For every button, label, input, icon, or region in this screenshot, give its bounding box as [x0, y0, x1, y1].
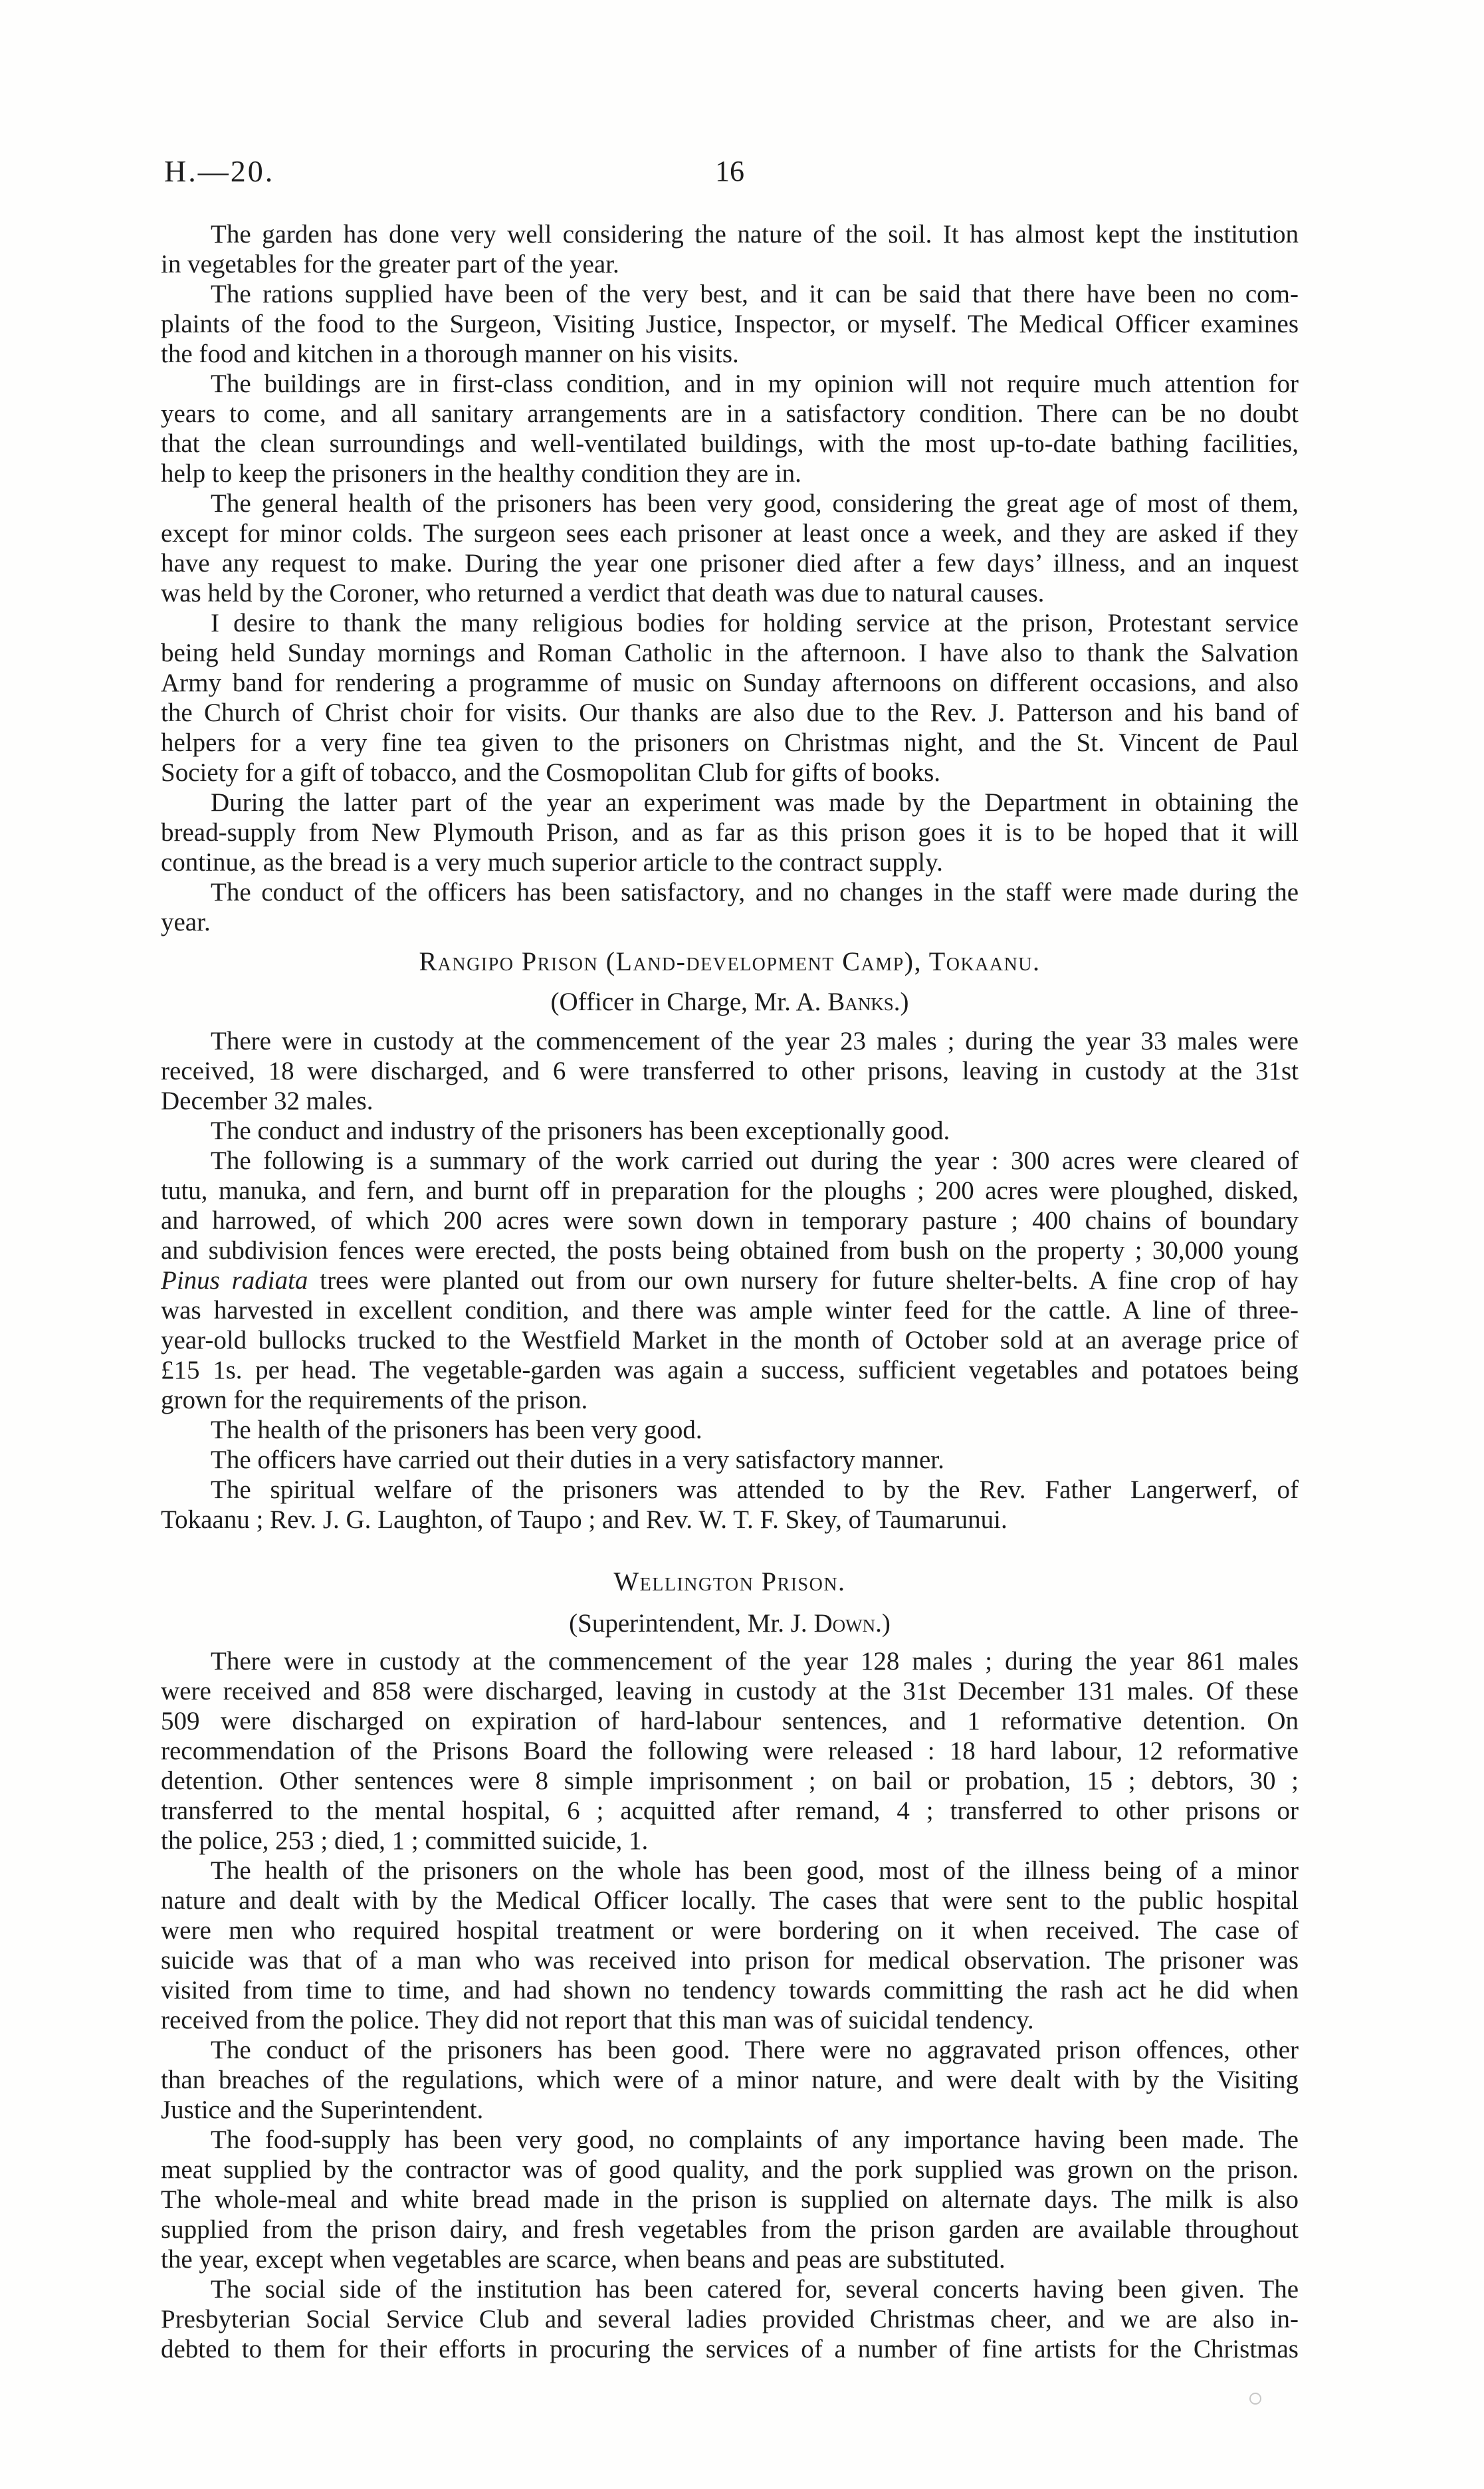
text-line: The garden has done very well considering the nature of the soil. It has almost kept the institution: [211, 220, 1299, 249]
text-line: The conduct of the prisoners has been good. There were no aggravated prison offences, other: [211, 2036, 1299, 2064]
officer-name: Banks: [827, 988, 894, 1016]
paragraph: [161, 2274, 1299, 2364]
text-line: visited from time to time, and had shown no tendency towards committing the rash act he did when: [161, 1976, 1299, 2004]
paragraph: [161, 788, 1299, 877]
text-line: £15 1s. per head. The vegetable-garden was again a success, sufficient vegetables and potatoes being: [161, 1356, 1299, 1384]
paragraph: [161, 1116, 1299, 1146]
text-line: grown for the requirements of the prison.: [161, 1386, 588, 1414]
officer-subheading: [161, 987, 1299, 1017]
text-line: year.: [161, 908, 211, 936]
text-line: being held Sunday mornings and Roman Catholic in the afternoon. I have also to thank the Salvation: [161, 639, 1299, 667]
paragraph: [161, 1415, 1299, 1445]
text-line: The rations supplied have been of the very best, and it can be said that there have been no com-: [211, 280, 1299, 308]
text-line: The officers have carried out their duties in a very satisfactory manner.: [211, 1446, 944, 1474]
text-line: years to come, and all sanitary arrangements are in a satisfactory condition. There can be no doubt: [161, 399, 1299, 428]
text-line: [161, 1265, 1299, 1295]
text-line: recommendation of the Prisons Board the following were released : 18 hard labour, 12 reformative: [161, 1737, 1299, 1765]
section-heading: Wellington Prison.: [613, 1567, 846, 1596]
text-line: received, 18 were discharged, and 6 were transferred to other prisons, leaving in custody at the 31st: [161, 1057, 1299, 1085]
text-line: Presbyterian Social Service Club and several ladies provided Christmas cheer, and we are also in-: [161, 2305, 1299, 2333]
text-line: the Church of Christ choir for visits. Our thanks are also due to the Rev. J. Patterson and his band of: [161, 699, 1299, 727]
scan-artifact-mark: [1249, 2393, 1261, 2405]
text-line: The health of the prisoners on the whole has been good, most of the illness being of a minor: [211, 1856, 1299, 1885]
paragraph: [161, 1856, 1299, 2035]
text-line: debted to them for their efforts in procuring the services of a number of fine artists for the Christmas: [161, 2335, 1299, 2363]
paragraph: [161, 1026, 1299, 1116]
text-line: Justice and the Superintendent.: [161, 2096, 484, 2124]
text-line: There were in custody at the commencement of the year 23 males ; during the year 33 males were: [211, 1027, 1299, 1055]
paragraph: [161, 877, 1299, 937]
paragraph: [161, 2035, 1299, 2125]
paragraph: [161, 1646, 1299, 1856]
text-line: detention. Other sentences were 8 simple imprisonment ; on bail or probation, 15 ; debtors, 30 ;: [161, 1767, 1299, 1795]
superintendent-name: Down: [813, 1609, 876, 1638]
superintendent-prefix: (Superintendent, Mr. J.: [569, 1609, 814, 1638]
line-text: trees were planted out from our own nursery for future shelter-belts. A fine crop of hay: [308, 1266, 1299, 1295]
section-rangipo-prison: [161, 946, 1299, 1535]
text-line: was harvested in excellent condition, and there was ample winter feed for the cattle. A line of three-: [161, 1296, 1299, 1325]
text-line: 509 were discharged on expiration of hard-labour sentences, and 1 reformative detention. On: [161, 1707, 1299, 1735]
paragraph: [161, 2125, 1299, 2274]
text-line: I desire to thank the many religious bodies for holding service at the prison, Protestant service: [211, 609, 1299, 637]
section-heading: Rangipo Prison (Land-development Camp), Tokaanu.: [419, 946, 1041, 976]
text-line: than breaches of the regulations, which were of a minor nature, and were dealt with by the Visiting: [161, 2066, 1299, 2094]
text-line: The whole-meal and white bread made in the prison is supplied on alternate days. The milk is also: [161, 2185, 1299, 2214]
text-line: the food and kitchen in a thorough manner on his visits.: [161, 340, 739, 368]
page-number: 16: [715, 155, 744, 187]
text-line: and subdivision fences were erected, the posts being obtained from bush on the property ; 30,000 young: [161, 1236, 1299, 1265]
text-line: supplied from the prison dairy, and fresh vegetables from the prison garden are available throughout: [161, 2215, 1299, 2244]
text-line: The general health of the prisoners has been very good, considering the great age of most of them,: [211, 489, 1299, 518]
text-line: The following is a summary of the work carried out during the year : 300 acres were cleared of: [211, 1146, 1299, 1175]
officer-suffix: .): [893, 988, 909, 1016]
paragraph: [161, 488, 1299, 608]
text-line: Army band for rendering a programme of music on Sunday afternoons on different occasions, and also: [161, 669, 1299, 697]
text-line: There were in custody at the commencement of the year 128 males ; during the year 861 males: [211, 1647, 1299, 1676]
section-body: [161, 1026, 1299, 1535]
text-line: Society for a gift of tobacco, and the Cosmopolitan Club for gifts of books.: [161, 758, 941, 787]
text-line: the year, except when vegetables are scarce, when beans and peas are substituted.: [161, 2245, 1006, 2274]
text-line: except for minor colds. The surgeon sees each prisoner at least once a week, and they are asked if they: [161, 519, 1299, 548]
paragraph: [161, 369, 1299, 488]
text-line: meat supplied by the contractor was of good quality, and the pork supplied was grown on the prison.: [161, 2155, 1299, 2184]
text-line: and harrowed, of which 200 acres were sown down in temporary pasture ; 400 chains of boundary: [161, 1206, 1299, 1235]
text-line: tutu, manuka, and fern, and burnt off in preparation for the ploughs ; 200 acres were ploughed, disked,: [161, 1176, 1299, 1205]
text-line: Tokaanu ; Rev. J. G. Laughton, of Taupo ; and Rev. W. T. F. Skey, of Taumarunui.: [161, 1505, 1007, 1534]
text-line: nature and dealt with by the Medical Officer locally. The cases that were sent to the public hospital: [161, 1886, 1299, 1915]
text-line: During the latter part of the year an experiment was made by the Department in obtaining the: [211, 788, 1299, 817]
text-line: that the clean surroundings and well-ventilated buildings, with the most up-to-date bathing facilities,: [161, 429, 1299, 458]
text-line: have any request to make. During the year one prisoner died after a few days’ illness, and an inquest: [161, 549, 1299, 578]
text-line: was held by the Coroner, who returned a verdict that death was due to natural causes.: [161, 579, 1045, 607]
text-block: [161, 219, 1299, 2364]
paragraph: [161, 1146, 1299, 1415]
section-wellington-prison: [161, 1567, 1299, 2364]
officer-prefix: (Officer in Charge, Mr. A.: [550, 988, 828, 1016]
text-line: December 32 males.: [161, 1087, 373, 1115]
text-line: helpers for a very fine tea given to the prisoners on Christmas night, and the St. Vincent de Paul: [161, 728, 1299, 757]
section-body: [161, 1646, 1299, 2364]
section-continued: [161, 219, 1299, 937]
running-head: [0, 155, 1484, 188]
text-line: plaints of the food to the Surgeon, Visiting Justice, Inspector, or myself. The Medical Officer examines: [161, 310, 1299, 338]
text-line: bread-supply from New Plymouth Prison, and as far as this prison goes it is to be hoped that it will: [161, 818, 1299, 847]
text-line: were men who required hospital treatment or were bordering on it when received. The case of: [161, 1916, 1299, 1945]
text-line: suicide was that of a man who was received into prison for medical observation. The prisoner was: [161, 1946, 1299, 1975]
text-line: help to keep the prisoners in the healthy condition they are in.: [161, 459, 801, 488]
text-line: The conduct and industry of the prisoners has been exceptionally good.: [211, 1117, 950, 1145]
text-line: received from the police. They did not report that this man was of suicidal tendency.: [161, 2006, 1034, 2034]
paragraph: [161, 219, 1299, 279]
text-line: The social side of the institution has been catered for, several concerts having been given. The: [211, 2275, 1299, 2304]
paragraph: [161, 1445, 1299, 1475]
paragraph: [161, 1475, 1299, 1535]
text-line: The spiritual welfare of the prisoners was attended to by the Rev. Father Langerwerf, of: [211, 1475, 1299, 1504]
superintendent-suffix: .): [875, 1609, 891, 1638]
text-line: transferred to the mental hospital, 6 ; acquitted after remand, 4 ; transferred to other prisons or: [161, 1796, 1299, 1825]
text-line: continue, as the bread is a very much superior article to the contract supply.: [161, 848, 943, 877]
text-line: The health of the prisoners has been very good.: [211, 1416, 702, 1444]
paragraph: [161, 279, 1299, 369]
text-line: The food-supply has been very good, no complaints of any importance having been made. The: [211, 2125, 1299, 2154]
superintendent-subheading: [161, 1608, 1299, 1638]
text-line: were received and 858 were discharged, leaving in custody at the 31st December 131 males. Of these: [161, 1677, 1299, 1705]
text-line: in vegetables for the greater part of the year.: [161, 250, 619, 278]
text-line: the police, 253 ; died, 1 ; committed suicide, 1.: [161, 1826, 649, 1855]
text-line: year-old bullocks trucked to the Westfield Market in the month of October sold at an average price of: [161, 1326, 1299, 1354]
text-line: The conduct of the officers has been satisfactory, and no changes in the staff were made during the: [211, 878, 1299, 907]
paragraph: [161, 608, 1299, 788]
text-line: The buildings are in first-class condition, and in my opinion will not require much attention for: [211, 370, 1299, 398]
italic-species-name: Pinus radiata: [161, 1266, 308, 1295]
report-code: H.—20.: [164, 154, 275, 188]
